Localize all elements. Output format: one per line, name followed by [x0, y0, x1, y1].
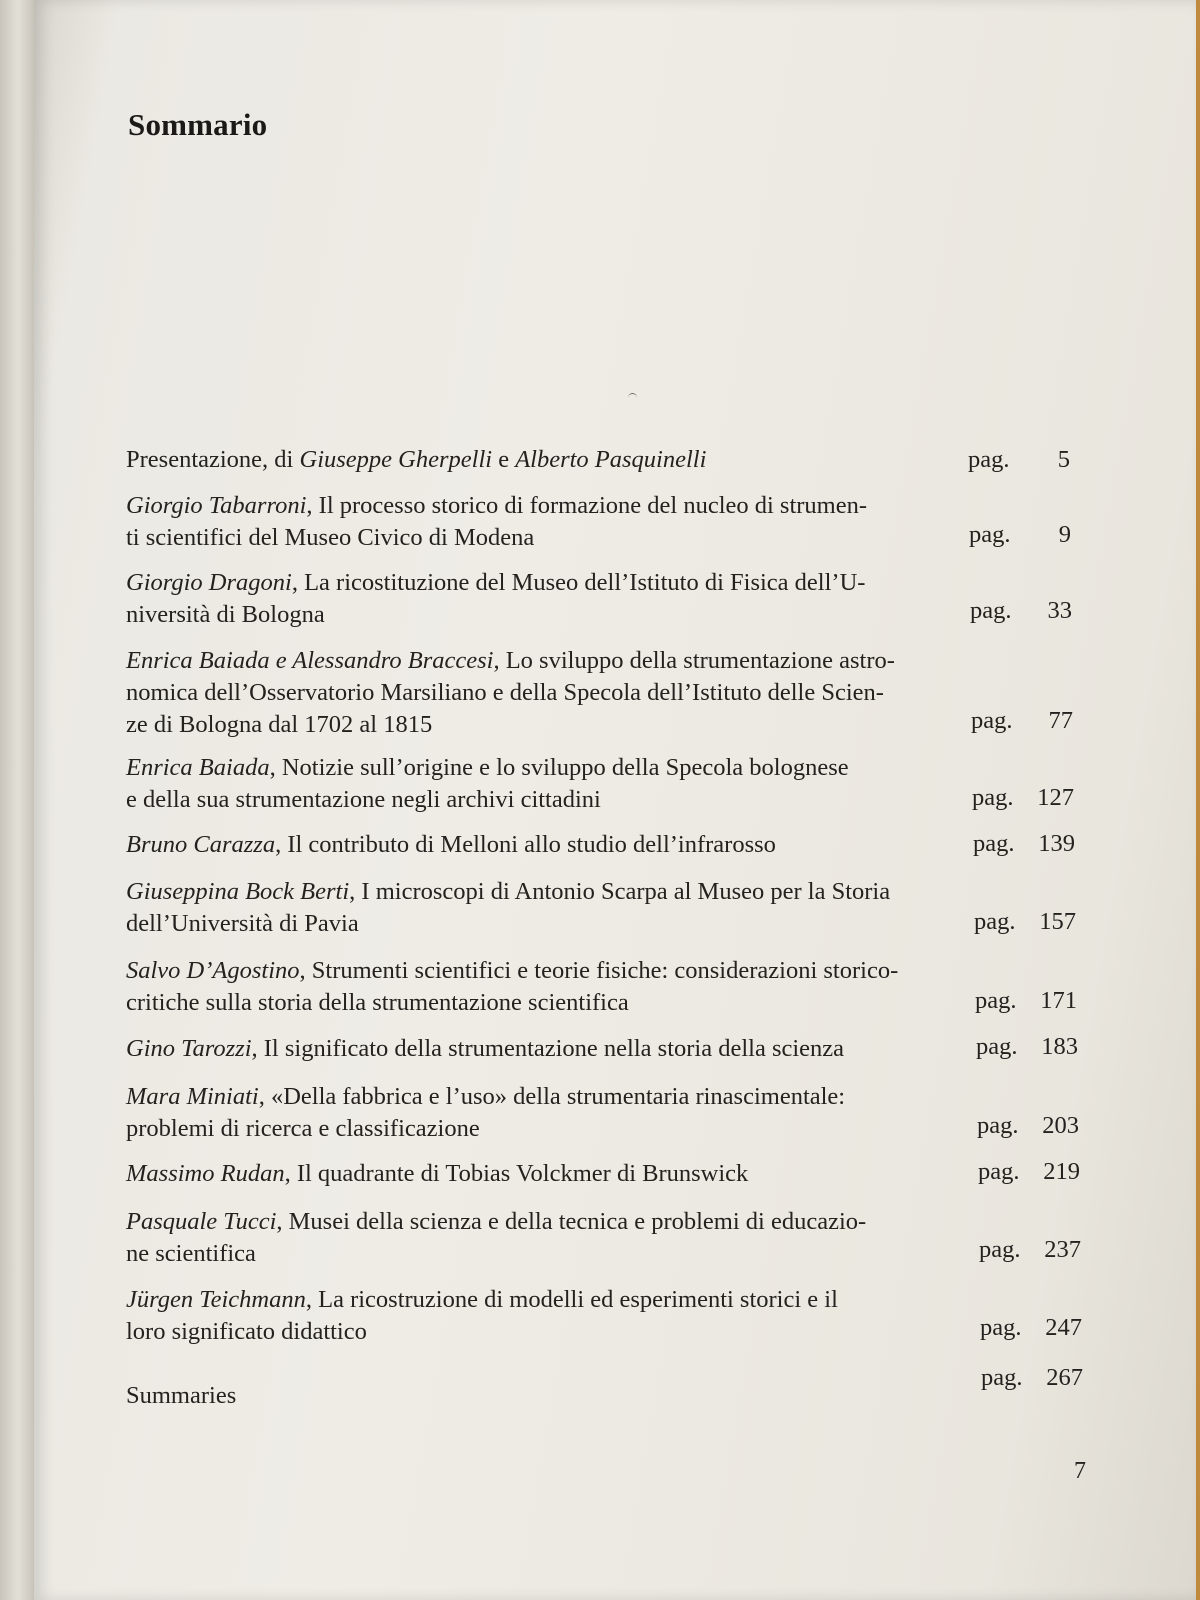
page-number-ref: 127	[1037, 784, 1074, 811]
toc-entry-author: Giorgio Tabarroni	[126, 492, 307, 519]
toc-entry-author: Gino Tarozzi	[126, 1035, 252, 1062]
toc-entry-text: ze di Bologna dal 1702 al 1815	[126, 711, 433, 738]
toc-entry-line	[126, 1158, 926, 1190]
toc-entry-text: , Il quadrante di Tobias Volckmer di Brunswick	[284, 1160, 749, 1187]
toc-entry-text: , Strumenti scientifici e teorie fisiche: considerazioni storico-	[299, 957, 899, 984]
page-label: pag.	[979, 1236, 1021, 1263]
page-label: pag.	[973, 830, 1015, 857]
page-number-ref: 139	[1038, 830, 1075, 857]
page-label: pag.	[976, 1033, 1018, 1060]
toc-entry-text: , «Della fabbrica e l’uso» della strumentaria rinascimentale:	[258, 1083, 846, 1110]
page-label: pag.	[970, 597, 1012, 624]
toc-entry-page-ref	[980, 1314, 1090, 1342]
toc-entry	[126, 829, 926, 861]
toc-entry-author: Giuseppina Bock Berti	[126, 878, 350, 905]
page-number-ref: 5	[1057, 446, 1070, 473]
toc-entry-line	[126, 677, 926, 709]
page-number-ref: 171	[1040, 987, 1077, 1014]
toc-entry-line	[126, 987, 926, 1019]
toc-entry-page-ref	[978, 1158, 1088, 1186]
toc-entry-text: , La ricostituzione del Museo dell’Istituto di Fisica dell’U-	[291, 569, 866, 596]
page-title: Sommario	[128, 107, 268, 142]
page-number-ref: 183	[1041, 1033, 1078, 1060]
toc-entry-text: dell’Università di Pavia	[126, 910, 359, 937]
toc-entry-author: Jürgen Teichmann	[126, 1286, 306, 1313]
toc-entry-line	[126, 645, 926, 677]
toc-entry-text: problemi di ricerca e classificazione	[126, 1115, 480, 1142]
toc-entry	[126, 1206, 926, 1270]
page-label: pag.	[981, 1364, 1023, 1391]
toc-entry	[126, 1081, 926, 1145]
toc-entry-line	[126, 1316, 926, 1348]
page-number-ref: 219	[1043, 1158, 1080, 1185]
toc-entry-page-ref	[970, 597, 1080, 625]
toc-entry-page-ref	[969, 521, 1079, 549]
toc-entry-author: Bruno Carazza	[126, 831, 276, 858]
toc-entry-author: Mara Miniati	[126, 1083, 259, 1110]
toc-entry-line	[126, 876, 926, 908]
toc-entry-text: e	[492, 446, 516, 473]
page-number-ref: 77	[1048, 707, 1073, 734]
toc-entry	[126, 490, 926, 554]
toc-entry-text: , Lo sviluppo della strumentazione astro-	[493, 647, 895, 674]
toc-entry-page-ref	[981, 1364, 1091, 1392]
toc-entry-author: Enrica Baiada	[126, 754, 270, 781]
toc-entry-text: ti scientifici del Museo Civico di Modena	[126, 524, 535, 551]
page-number-ref: 203	[1042, 1112, 1079, 1139]
toc-entry-line	[126, 752, 926, 784]
toc-entry-page-ref	[979, 1236, 1089, 1264]
page-label: pag.	[971, 707, 1013, 734]
toc-entry-line	[126, 1206, 926, 1238]
toc-entry-line	[126, 784, 926, 816]
toc-entry-page-ref	[973, 830, 1083, 858]
toc-entry-text: loro significato didattico	[126, 1318, 367, 1345]
toc-entry-author: Giorgio Dragoni	[126, 569, 292, 596]
toc-entry-author: Giuseppe Gherpelli	[299, 446, 493, 473]
toc-entry	[126, 645, 926, 741]
toc-entry-page-ref	[968, 446, 1078, 474]
toc-entry-text: , Il significato della strumentazione nella storia della scienza	[251, 1035, 845, 1062]
toc-entry-page-ref	[971, 707, 1081, 735]
page-number-ref: 247	[1045, 1314, 1082, 1341]
toc-entry-line	[126, 1033, 926, 1065]
toc-entry-page-ref	[972, 784, 1082, 812]
toc-entry-text: , Il processo storico di formazione del nucleo di strumen-	[306, 492, 868, 519]
page-label: pag.	[968, 446, 1010, 473]
toc-entry-line	[126, 599, 926, 631]
toc-entry-page-ref	[977, 1112, 1087, 1140]
page-label: pag.	[977, 1112, 1019, 1139]
toc-entry-text: critiche sulla storia della strumentazione scientifica	[126, 989, 629, 1016]
toc-entry-line	[126, 567, 926, 599]
page-number-ref: 237	[1044, 1236, 1081, 1263]
page-label: pag.	[974, 908, 1016, 935]
toc-entry-author: Alberto Pasquinelli	[515, 446, 707, 473]
toc-entry-line	[126, 1238, 926, 1270]
toc-entry-author: Pasquale Tucci	[126, 1208, 277, 1235]
toc-entry-text: e della sua strumentazione negli archivi cittadini	[126, 786, 601, 813]
toc-entry-line	[126, 709, 926, 741]
page-label: pag.	[972, 784, 1014, 811]
toc-entry-author: Massimo Rudan	[126, 1160, 285, 1187]
toc-entry-page-ref	[976, 1033, 1086, 1061]
toc-entry-line	[126, 444, 926, 476]
toc-entry-text: Summaries	[126, 1382, 237, 1409]
toc-entry	[126, 1284, 926, 1348]
toc-entry	[126, 752, 926, 816]
toc-entry-page-ref	[975, 987, 1085, 1015]
toc-entry-text: Presentazione, di	[126, 446, 300, 473]
toc-entry-line	[126, 829, 926, 861]
toc-entry-line	[126, 522, 926, 554]
toc-entry-author: Salvo D’Agostino	[126, 957, 300, 984]
page-label: pag.	[975, 987, 1017, 1014]
toc-entry-text: nomica dell’Osservatorio Marsiliano e della Specola dell’Istituto delle Scien-	[126, 679, 884, 706]
page-number: 7	[1074, 1458, 1086, 1484]
toc-entry	[126, 1033, 926, 1065]
toc-entry-author: Enrica Baiada e Alessandro Braccesi	[126, 647, 494, 674]
toc-entry-line	[126, 490, 926, 522]
toc-entry-text: , Notizie sull’origine e lo sviluppo della Specola bolognese	[269, 754, 849, 781]
page-label: pag.	[980, 1314, 1022, 1341]
toc-entry	[126, 955, 926, 1019]
page-label: pag.	[978, 1158, 1020, 1185]
toc-entry	[126, 1158, 926, 1190]
toc-entry	[126, 444, 926, 476]
toc-entry-line	[126, 1113, 926, 1145]
toc-entry-line	[126, 1380, 926, 1412]
toc-entry-text: , Il contributo di Melloni allo studio dell’infrarosso	[275, 831, 776, 858]
toc-entry-line	[126, 908, 926, 940]
page-number-ref: 9	[1058, 521, 1071, 548]
toc-entry-text: , Musei della scienza e della tecnica e problemi di educazio-	[276, 1208, 867, 1235]
page-number-ref: 157	[1039, 908, 1076, 935]
page-number-ref: 267	[1046, 1364, 1083, 1391]
toc-entry-text: , La ricostruzione di modelli ed esperimenti storici e il	[305, 1286, 838, 1313]
toc-entry	[126, 1380, 926, 1412]
toc-entry	[126, 876, 926, 940]
toc-entry-line	[126, 955, 926, 987]
toc-entry-page-ref	[974, 908, 1084, 936]
page-number-ref: 33	[1047, 597, 1072, 624]
toc-entry-text: niversità di Bologna	[126, 601, 325, 628]
page-label: pag.	[969, 521, 1011, 548]
toc-entry-text: ne scientifica	[126, 1240, 256, 1267]
toc-entry-line	[126, 1284, 926, 1316]
toc-entry-line	[126, 1081, 926, 1113]
toc-entry-text: , I microscopi di Antonio Scarpa al Museo per la Storia	[349, 878, 891, 905]
toc-entry	[126, 567, 926, 631]
